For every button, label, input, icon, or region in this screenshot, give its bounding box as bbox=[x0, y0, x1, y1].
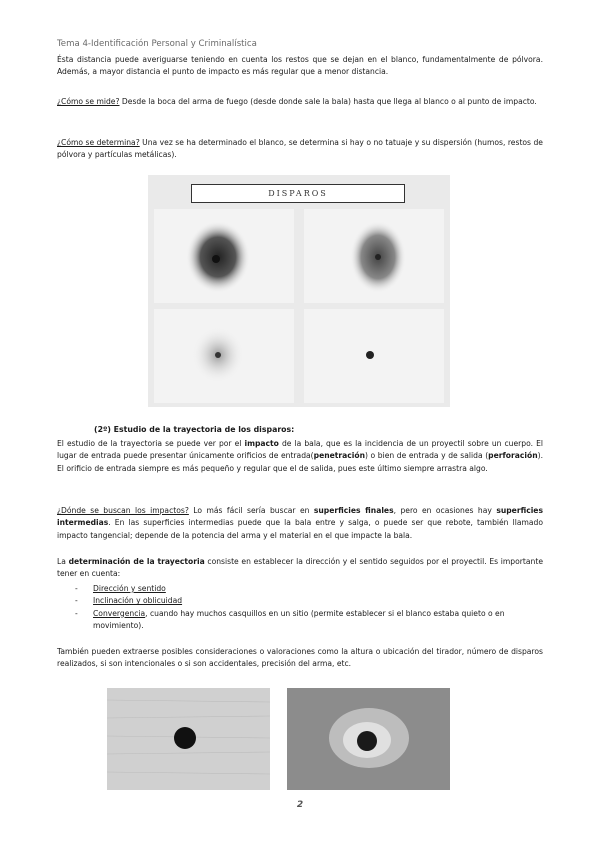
considerations-list bbox=[75, 583, 545, 633]
question-how-measured: ¿Cómo se mide? bbox=[57, 97, 120, 106]
term-perforacion: perforación bbox=[488, 451, 538, 461]
bullet-hole-photo-exit bbox=[287, 688, 450, 790]
question-where-impacts: ¿Dónde se buscan los impactos? bbox=[57, 506, 189, 515]
paragraph-how-measured bbox=[57, 96, 543, 108]
gunshot-panel-short-range bbox=[304, 209, 444, 303]
bullet-hole-photo-entry bbox=[107, 688, 270, 790]
question-how-determined: ¿Cómo se determina? bbox=[57, 138, 140, 147]
figure-title: DISPAROS bbox=[191, 184, 405, 203]
text-span: Lo más fácil sería buscar en bbox=[188, 506, 314, 515]
list-item bbox=[75, 608, 545, 633]
text-span: ). El orificio de entrada siempre es más pequeño y regular que el de salida, pues este último siempre arrastra algo. bbox=[57, 451, 544, 473]
text-span: de la bala, que es la incidencia de un proyectil sobre un cuerpo. El lugar de entrada puede presentar únicamente orificios de entrada( bbox=[57, 439, 544, 461]
term-impacto: impacto bbox=[244, 439, 279, 448]
paragraph-where-impacts bbox=[57, 505, 543, 542]
paragraph-other-considerations: También pueden extraerse posibles consideraciones o valoraciones como la altura o ubicación del tirador, número de disparos realizados, si son intencionales o si son accidentales, precisión del arma, etc. bbox=[57, 647, 543, 669]
answer-how-determined: Una vez se ha determinado el blanco, se determina si hay o no tatuaje y su dispersión (humos, restos de pólvora y partículas metálicas). bbox=[57, 138, 543, 160]
gunshot-figure bbox=[148, 175, 450, 407]
gunshot-panel-medium-range bbox=[154, 309, 294, 403]
list-item-text: Inclinación y oblicuidad bbox=[93, 596, 183, 606]
list-item bbox=[75, 595, 545, 607]
list-item-text: Dirección y sentido bbox=[93, 584, 166, 593]
text-span: El estudio de la trayectoria se puede ver por el bbox=[57, 439, 245, 448]
text-span: ) o bien de entrada y de salida ( bbox=[365, 451, 489, 461]
text-span: consiste en establecer la dirección y el sentido seguidos por el proyectil. Es importante tener en cuenta: bbox=[57, 557, 543, 579]
term-determinacion-trayectoria: determinación de la trayectoria bbox=[68, 557, 205, 566]
paragraph-how-determined bbox=[57, 137, 543, 162]
text-span: , pero en ocasiones hay bbox=[393, 506, 497, 515]
term-superficies-intermedias: superficies intermedias bbox=[57, 506, 543, 528]
list-item-term: Convergencia bbox=[93, 608, 146, 618]
gunshot-panel-long-range bbox=[304, 309, 444, 403]
paragraph-trajectory-study bbox=[57, 438, 543, 475]
answer-how-measured: Desde la boca del arma de fuego (desde donde sale la bala) hasta que llega al blanco o al punto de impacto. bbox=[119, 97, 537, 106]
paragraph-distance: Ésta distancia puede averiguarse teniendo en cuenta los restos que se dejan en el blanco, fundamentalmente de pólvora. Además, a mayor distancia el punto de impacto es más regular que a menor distancia. bbox=[57, 55, 543, 77]
paragraph-trajectory-determination bbox=[57, 556, 543, 581]
list-item bbox=[75, 583, 545, 595]
page-number: 2 bbox=[296, 800, 304, 810]
list-item-text: , cuando hay muchos casquillos en un sitio (permite establecer si el blanco estaba quieto o en movimiento). bbox=[93, 608, 505, 631]
term-superficies-finales: superficies finales bbox=[313, 506, 394, 515]
gunshot-panel-close-range bbox=[154, 209, 294, 303]
document-header: Tema 4-Identificación Personal y Criminalística bbox=[57, 39, 257, 49]
text-span: La bbox=[57, 557, 69, 566]
text-span: . En las superficies intermedias puede que la bala entre y salga, o puede ser que rebote, también llamado impacto tangencial; depende de la potencia del arma y el material en el que impacte la bala. bbox=[57, 518, 543, 540]
term-penetracion: penetración bbox=[313, 451, 366, 461]
section-heading-trajectory: (2º) Estudio de la trayectoria de los disparos: bbox=[94, 425, 295, 434]
